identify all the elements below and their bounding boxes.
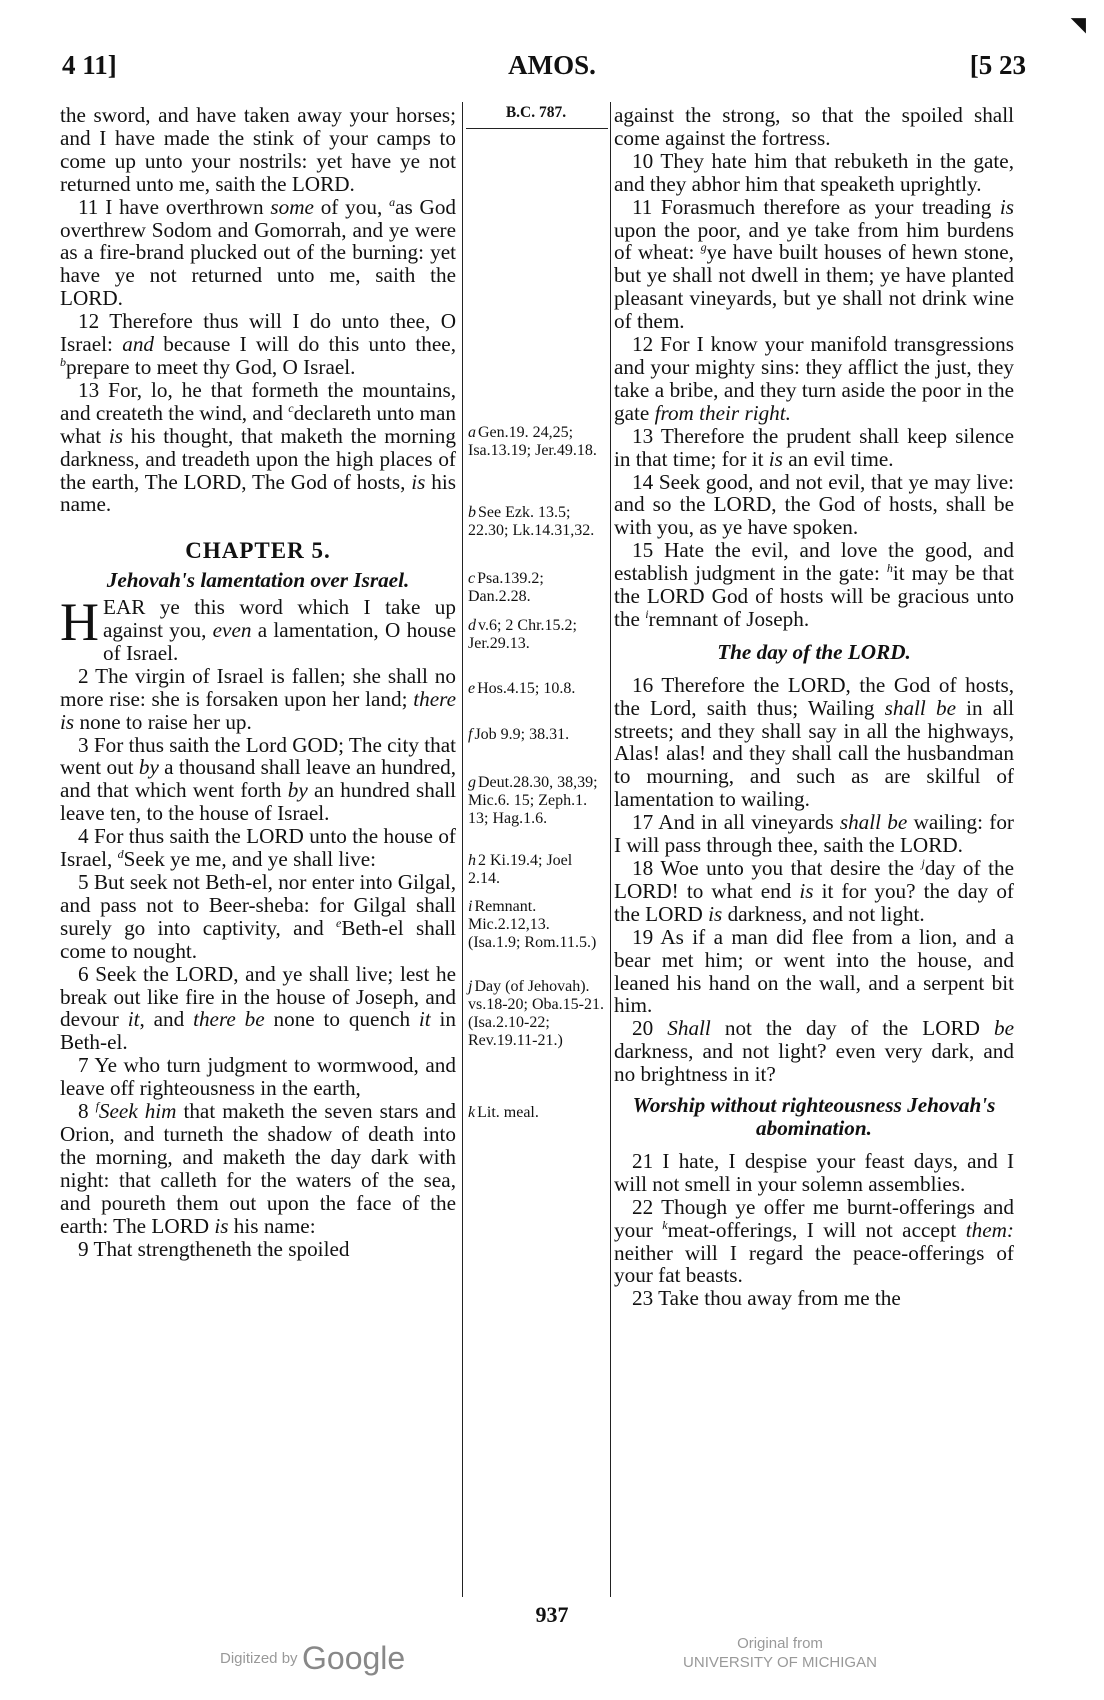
verse-9: 9 That strengtheneth the spoiled <box>78 1236 350 1261</box>
verse-13: 13 Therefore the prudent shall keep silence in that time; for it is an evil time. <box>614 423 1014 471</box>
verse-6: 6 Seek the LORD, and ye shall live; lest he break out like fire in the house of Joseph, and devour it, and there be none to quench it in Beth-el. <box>60 961 456 1055</box>
margin-ref-c: c Psa.139.2; Dan.2.28. <box>468 570 544 605</box>
margin-ref-i: i Remnant. Mic.2.12,13. (Isa.1.9; Rom.11.5.) <box>468 898 597 951</box>
verse-21: 21 I hate, I despise your feast days, and I will not smell in your solemn assemblies. <box>614 1148 1014 1196</box>
margin-ref-e: e Hos.4.15; 10.8. <box>468 680 576 697</box>
header-book-title: AMOS. <box>508 50 596 80</box>
verse-16: 16 Therefore the LORD, the God of hosts, the Lord, saith thus; Wailing shall be in all streets; and they shall say in all the highways, Alas! alas! and they shall call the husbandman to mourning, and such as are skilful of lamentation to wailing. <box>614 672 1014 812</box>
header-chapter-verse-right: [5 23 <box>969 50 1026 80</box>
verse-11: 11 Forasmuch therefore as your treading is upon the poor, and ye take from him burdens of wheat: $^g$ye have built houses of hewn stone, but ye shall not dwell in them; ye have planted pleasant vineyards, but ye shall not drink wine of them. <box>614 194 1014 334</box>
margin-date-rule <box>466 128 608 129</box>
verse-20: 20 Shall not the day of the LORD be darkness, and not light? even very dark, and no brightness in it? <box>614 1016 1014 1087</box>
verse-10: 10 They hate him that rebuketh in the gate, and they abhor him that speaketh uprightly. <box>614 148 1014 196</box>
margin-ref-a: a Gen.19. 24,25; Isa.13.19; Jer.49.18. <box>468 424 597 459</box>
verse-text: against the strong, so that the spoiled shall come against the fortress. <box>614 103 1014 150</box>
margin-date: B.C. 787. <box>505 104 567 121</box>
verse-23: 23 Take thou away from me the <box>632 1286 901 1311</box>
verse-8: 8 $^f$Seek him that maketh the seven stars and Orion, and turneth the shadow of death into the morning, and maketh the day dark with night: that calleth for the waters of the sea, and poureth them out upon the face of the earth: The LORD is his name: <box>60 1099 457 1238</box>
verse-17: 17 And in all vineyards shall be wailing: for I will pass through thee, saith the LORD. <box>614 810 1014 858</box>
verse-18: 18 Woe unto you that desire the $^j$day of the LORD! to what end is it for you? the day of the LORD is darkness, and not light. <box>614 855 1014 926</box>
margin-ref-k: k Lit. meal. <box>468 1104 539 1121</box>
corner-mark: ◥ <box>1070 14 1086 36</box>
header-chapter-verse-left: 4 11] <box>62 50 117 80</box>
verse-19: 19 As if a man did flee from a lion, and a bear met him; or went into the house, and leaned his hand on the wall, and a serpent bit him. <box>614 924 1014 1018</box>
verse-12: 12 Therefore thus will I do unto thee, O Israel: and because I will do this unto thee, $^b$prepare to meet thy God, O Israel. <box>60 309 456 379</box>
verse-5: 5 But seek not Beth-el, nor enter into Gilgal, and pass not to Beer-sheba: for Gilgal shall surely go into captivity, and $^e$Beth-el shall come to nought. <box>60 870 456 963</box>
digitized-by-label: Digitized by <box>220 1650 298 1667</box>
right-text-column <box>614 104 1014 1310</box>
section-heading-worship: Worship without righteousness Jehovah's abomination. <box>632 1093 996 1140</box>
verse-text: the sword, and have taken away your horses; and I have made the stink of your camps to come up unto your nostrils: yet have ye not returned unto me, saith the LORD. <box>60 103 456 196</box>
section-heading-day-of-lord: The day of the LORD. <box>717 639 911 664</box>
chapter-heading: CHAPTER 5. <box>185 538 331 564</box>
verse-12: 12 For I know your manifold transgressions and your mighty sins: they afflict the just, they take a bribe, and they turn aside the poor in the gate from their right. <box>614 332 1014 425</box>
google-logo: Google <box>302 1640 406 1676</box>
margin-ref-d: d v.6; 2 Chr.15.2; Jer.29.13. <box>468 617 577 652</box>
verse-3: 3 For thus saith the Lord GOD; The city that went out by a thousand shall leave an hundred, and that which went forth by an hundred shall leave ten, to the house of Israel. <box>60 732 457 826</box>
margin-ref-g: g Deut.28.30, 38,39; Mic.6. 15; Zeph.1. 13; Hag.1.6. <box>468 774 598 827</box>
section-subtitle: Jehovah's lamentation over Israel. <box>106 568 410 593</box>
original-source <box>660 1634 900 1672</box>
drop-cap: H <box>60 592 99 653</box>
verse-14: 14 Seek good, and not evil, that ye may live: and so the LORD, the God of hosts, shall be with you, as ye have spoken. <box>614 469 1014 540</box>
university-label: UNIVERSITY OF MICHIGAN <box>683 1654 877 1671</box>
digitized-by-google <box>220 1640 405 1677</box>
column-divider-left <box>462 102 463 1597</box>
verse-7: 7 Ye who turn judgment to wormwood, and leave off righteousness in the earth, <box>60 1053 456 1101</box>
verse-15: 15 Hate the evil, and love the good, and establish judgment in the gate: $^h$it may be that the LORD God of hosts will be gracious unto the $^i$remnant of Joseph. <box>614 538 1014 631</box>
verse-13: 13 For, lo, he that formeth the mountains, and createth the wind, and $^c$declareth unto man what is his thought, that maketh the morning darkness, and treadeth upon the high places of the earth, The LORD, The God of hosts, is his name. <box>60 377 457 517</box>
page-number: 937 <box>535 1602 569 1627</box>
verse-4: 4 For thus saith the LORD unto the house of Israel, $^d$Seek ye me, and ye shall live: <box>60 824 456 872</box>
original-from-label: Original from <box>737 1635 823 1652</box>
column-divider-right <box>610 102 611 1597</box>
verse-11: 11 I have overthrown some of you, $^a$as God overthrew Sodom and Gomorrah, and ye were as a fire-brand plucked out of the burning: yet have ye not returned unto me, saith the LORD. <box>60 194 457 311</box>
verse-1: HEAR ye this word which I take up against you, even a lamentation, O house of Israel. <box>60 592 456 665</box>
verse-2: 2 The virgin of Israel is fallen; she shall no more rise: she is forsaken upon her land; there is none to raise her up. <box>60 663 456 734</box>
margin-ref-h: h 2 Ki.19.4; Joel 2.14. <box>468 852 573 887</box>
margin-ref-j: j Day (of Jehovah). vs.18-20; Oba.15-21. (Isa.2.10-22; Rev.19.11-21.) <box>468 978 604 1049</box>
verse-22: 22 Though ye offer me burnt-offerings and your $^k$meat-offerings, I will not accept them: neither will I regard the peace-offerings of your fat beasts. <box>614 1194 1014 1288</box>
margin-ref-b: b See Ezk. 13.5; 22.30; Lk.14.31,32. <box>468 504 595 539</box>
margin-ref-f: f Job 9.9; 38.31. <box>468 726 570 743</box>
left-text-column <box>60 104 456 1260</box>
